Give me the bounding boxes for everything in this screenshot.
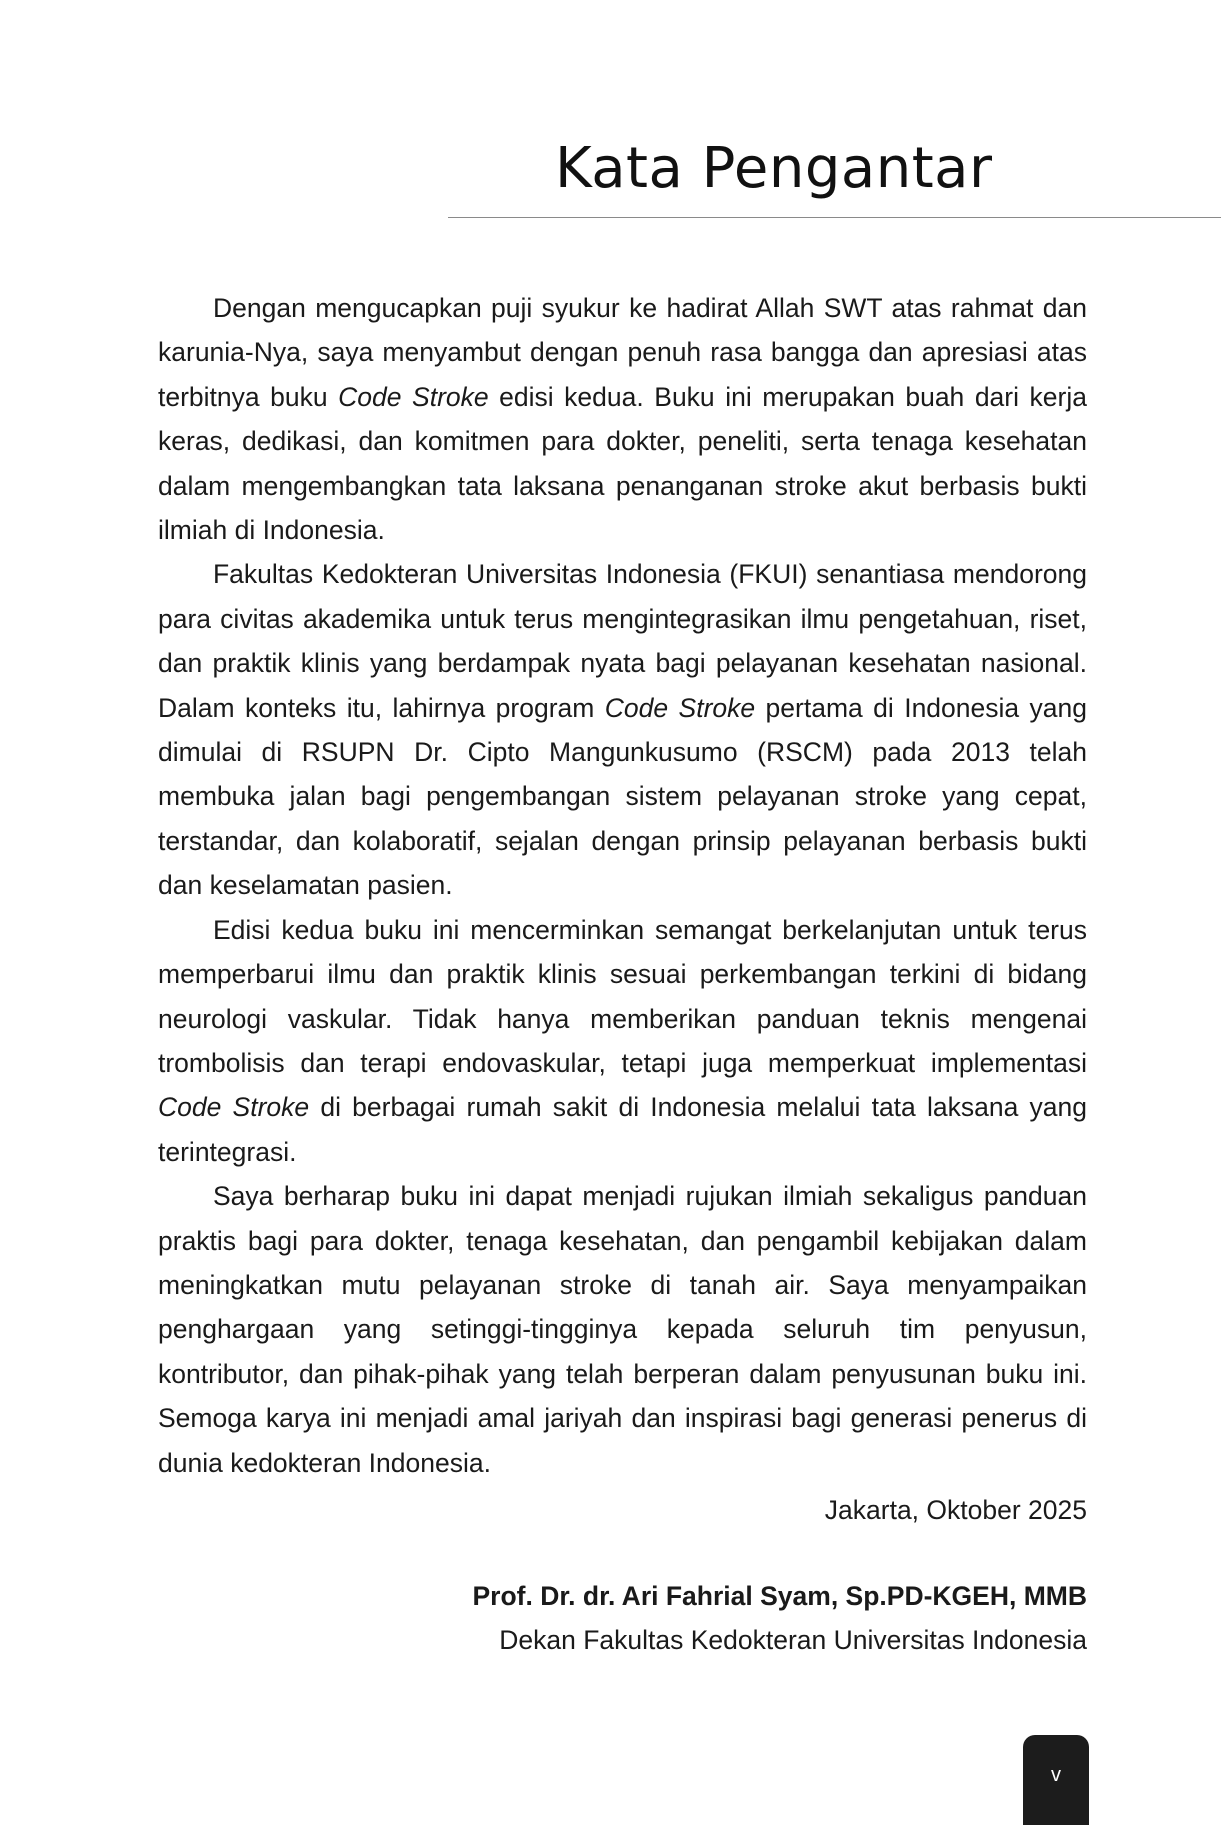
signature-name: Prof. Dr. dr. Ari Fahrial Syam, Sp.PD-KGEH, MMB (472, 1581, 1087, 1611)
page-number: v (1051, 1764, 1061, 1786)
paragraph-2-text-a: Fakultas Kedokteran Universitas Indonesia (FKUI) senantiasa mendorong para civitas akademika untuk terus mengintegrasikan ilmu pengetahuan, riset, dan praktik klinis yang berdampak nyata bagi pelayanan kesehatan nasional. Dalam konteks itu, lahirnya program (158, 559, 1087, 723)
page-title: Kata Pengantar (555, 136, 993, 201)
paragraph-4 (158, 1174, 1087, 1485)
paragraph-1-text-a: Dengan mengucapkan puji syukur ke hadirat Allah SWT atas rahmat dan karunia-Nya, saya menyambut dengan penuh rasa bangga dan apresiasi atas terbitnya buku (158, 293, 1087, 412)
paragraph-3-italic: Code Stroke (158, 1092, 310, 1123)
paragraph-4-text-a: Saya berharap buku ini dapat menjadi rujukan ilmiah sekaligus panduan praktis bagi para dokter, tenaga kesehatan, dan pengambil kebijakan dalam meningkatkan mutu pelayanan stroke di tanah air. Saya menyampaikan penghargaan yang setinggi-tingginya kepada seluruh tim penyusun, kontributor, dan pihak-pihak yang telah berperan dalam penyusunan buku ini. Semoga karya ini menjadi amal jariyah dan inspirasi bagi generasi penerus di dunia kedokteran Indonesia. (158, 1181, 1087, 1478)
paragraph-3-text-a: Edisi kedua buku ini mencerminkan semangat berkelanjutan untuk terus memperbarui ilmu dan praktik klinis sesuai perkembangan terkini di bidang neurologi vaskular. Tidak hanya memberikan panduan teknis mengenai trombolisis dan terapi endovaskular, tetapi juga memperkuat implementasi (158, 914, 1087, 1078)
paragraph-2-text-b: pertama di Indonesia yang dimulai di RSUPN Dr. Cipto Mangunkusumo (RSCM) pada 2013 telah membuka jalan bagi pengembangan sistem pelayanan stroke yang cepat, terstandar, dan kolaboratif, sejalan dengan prinsip pelayanan berbasis bukti dan keselamatan pasien. (158, 692, 1088, 901)
paragraph-3-text-b: di berbagai rumah sakit di Indonesia melalui tata laksana yang terintegrasi. (158, 1092, 1087, 1167)
signature-block (472, 1488, 1087, 1662)
paragraph-3 (158, 908, 1087, 1174)
signature-place-date: Jakarta, Oktober 2025 (824, 1495, 1087, 1525)
signature-role: Dekan Fakultas Kedokteran Universitas Indonesia (499, 1625, 1087, 1655)
body-text (158, 286, 1087, 1485)
paragraph-2-italic: Code Stroke (604, 692, 756, 723)
paragraph-1-text-b: edisi kedua. Buku ini merupakan buah dari kerja keras, dedikasi, dan komitmen para dokter, peneliti, serta tenaga kesehatan dalam mengembangkan tata laksana penanganan stroke akut berbasis bukti ilmiah di Indonesia. (158, 381, 1087, 546)
paragraph-1 (158, 286, 1087, 552)
title-divider (448, 217, 1221, 218)
paragraph-2 (158, 552, 1087, 907)
paragraph-1-italic: Code Stroke (338, 381, 489, 412)
